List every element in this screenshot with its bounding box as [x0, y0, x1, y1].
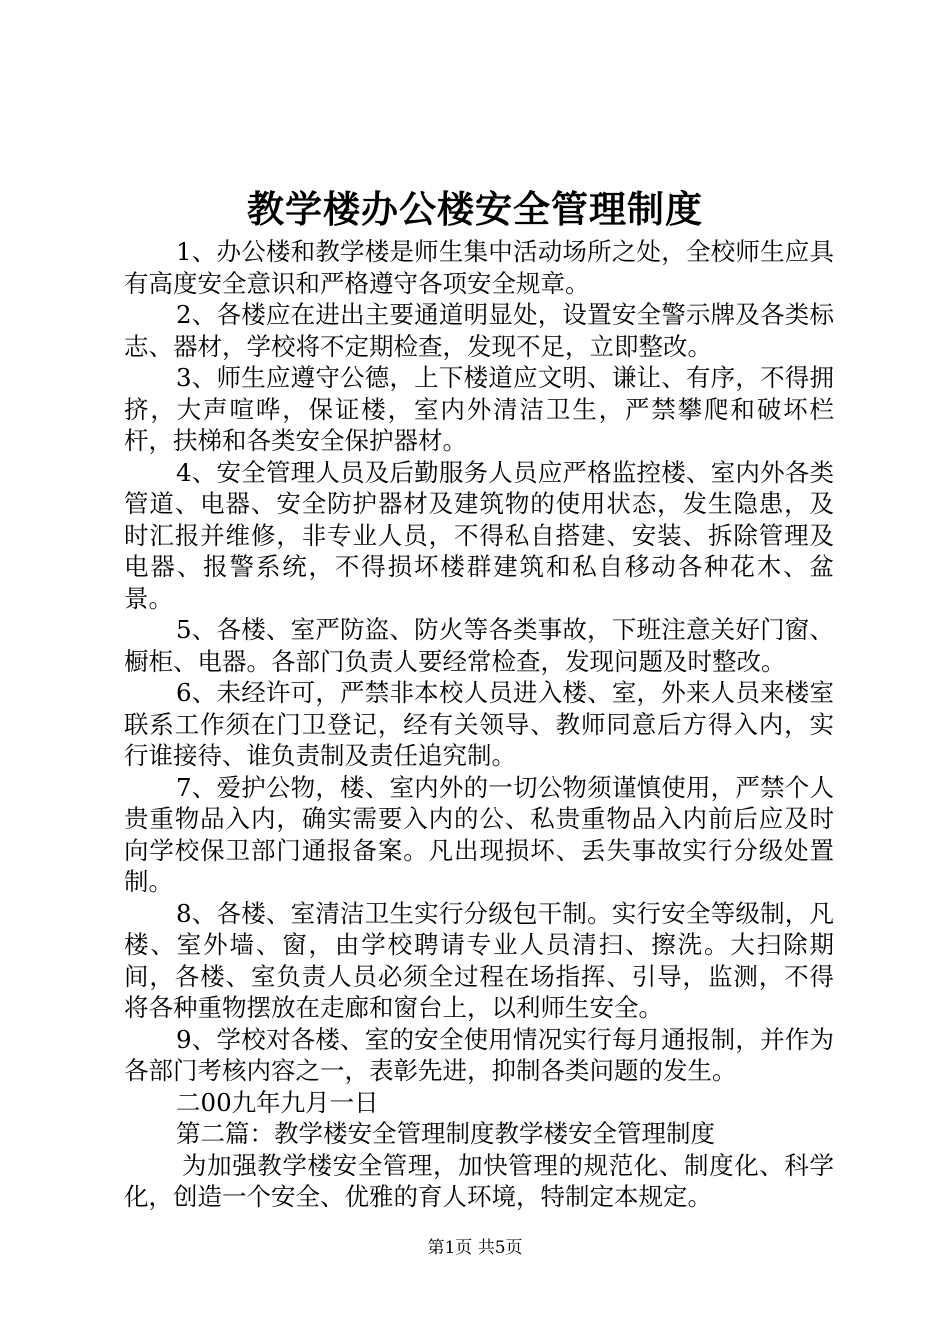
paragraph-5: 5、各楼、室严防盗、防火等各类事故，下班注意关好门窗、橱柜、电器。各部门负责人要经常检查，发现问题及时整改。	[124, 615, 834, 676]
paragraph-1: 1、办公楼和教学楼是师生集中活动场所之处，全校师生应具有高度安全意识和严格遵守各项安全规章。	[124, 237, 834, 298]
section-two-heading: 第二篇：教学楼安全管理制度教学楼安全管理制度	[176, 1119, 715, 1148]
paragraph-7: 7、爱护公物，楼、室内外的一切公物须谨慎使用，严禁个人贵重物品入内，确实需要入内的公、私贵重物品入内前后应及时向学校保卫部门通报备案。凡出现损坏、丢失事故实行分级处置制。	[124, 772, 834, 896]
paragraph-4: 4、安全管理人员及后勤服务人员应严格监控楼、室内外各类管道、电器、安全防护器材及建筑物的使用状态，发生隐患，及时汇报并维修，非专业人员，不得私自搭建、安装、拆除管理及电器、报警系统，不得损坏楼群建筑和私自移动各种花木、盆景。	[124, 457, 834, 613]
date-line: 二00九年九月一日	[176, 1087, 379, 1117]
document-title: 教学楼办公楼安全管理制度	[247, 187, 703, 231]
paragraph-8: 8、各楼、室清洁卫生实行分级包干制。实行安全等级制，凡楼、室外墙、窗，由学校聘请专业人员清扫、擦洗。大扫除期间，各楼、室负责人员必须全过程在场指挥、引导，监测，不得将各种重物摆放在走廊和窗台上，以利师生安全。	[124, 898, 834, 1022]
paragraph-3: 3、师生应遵守公德，上下楼道应文明、谦让、有序，不得拥挤，大声喧哗，保证楼，室内外清洁卫生，严禁攀爬和破坏栏杆，扶梯和各类安全保护器材。	[124, 363, 834, 455]
page-footer: 第1页 共5页	[427, 1238, 523, 1258]
paragraph-6: 6、未经许可，严禁非本校人员进入楼、室，外来人员来楼室联系工作须在门卫登记，经有关领导、教师同意后方得入内，实行谁接待、谁负责制及责任追究制。	[124, 678, 834, 770]
paragraph-9: 9、学校对各楼、室的安全使用情况实行每月通报制，并作为各部门考核内容之一，表彰先进，抑制各类问题的发生。	[124, 1024, 834, 1085]
document-body	[124, 236, 834, 1213]
section-two-intro: 为加强教学楼安全管理，加快管理的规范化、制度化、科学化，创造一个安全、优雅的育人环境，特制定本规定。	[124, 1150, 834, 1211]
paragraph-2: 2、各楼应在进出主要通道明显处，设置安全警示牌及各类标志、器材，学校将不定期检查，发现不足，立即整改。	[124, 300, 834, 361]
